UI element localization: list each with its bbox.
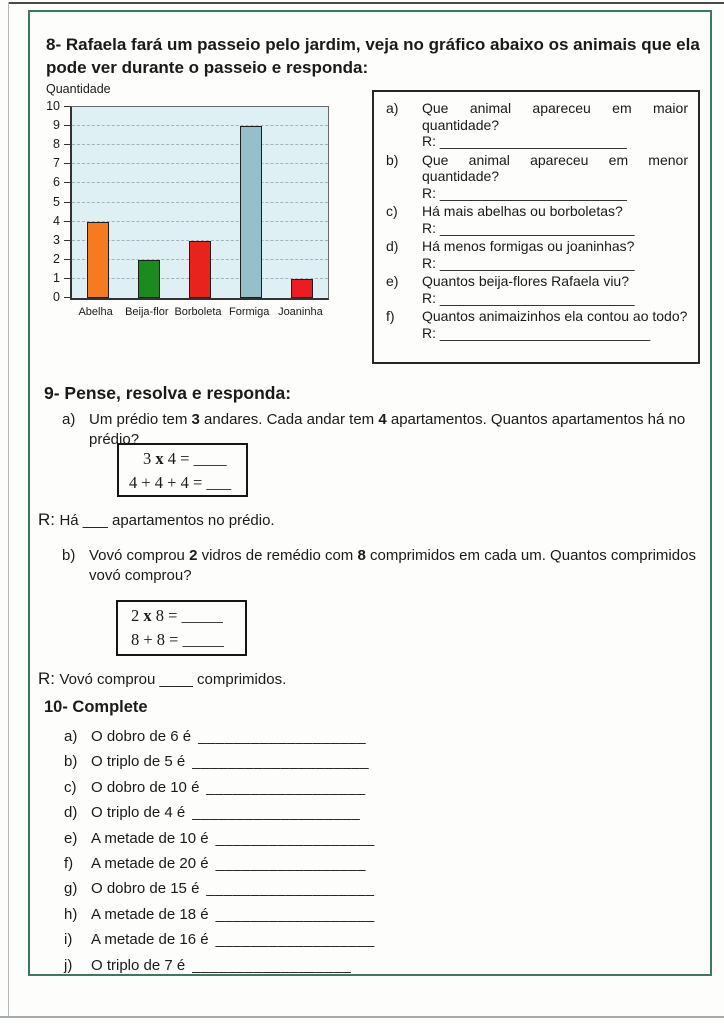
item-letter: d): [64, 804, 78, 822]
complete-item-h: [64, 906, 684, 931]
x-axis-label: Abelha: [78, 306, 113, 318]
complete-item-i: [64, 931, 684, 956]
answer-blank: __________________: [206, 778, 366, 796]
answer-prefix: R:: [422, 289, 436, 306]
y-tick-label: 6: [53, 175, 60, 190]
chart-x-axis-labels: [70, 306, 326, 322]
multiply-sign: x: [143, 606, 152, 625]
bar-abelha: [87, 222, 109, 298]
item-letter: g): [64, 880, 78, 898]
item-letter: b): [64, 753, 78, 771]
y-tick-mark: [64, 278, 70, 279]
answer-prefix: R:: [422, 184, 436, 201]
question-item-f: [386, 308, 688, 341]
answer-line: [422, 220, 688, 237]
page-top-edge-line: [8, 2, 724, 4]
item-letter: b): [62, 547, 76, 564]
complete-item-j: [64, 957, 684, 982]
answer-blank: _____: [182, 630, 224, 649]
y-tick-mark: [64, 240, 70, 241]
gridline: [72, 144, 328, 145]
gridline: [72, 125, 328, 126]
answer-line-9a: [38, 510, 275, 530]
item-text: A metade de 20 é: [91, 854, 209, 872]
answer-line: [422, 133, 688, 150]
question-item-c: [386, 203, 688, 236]
answer-blank: ___: [206, 473, 232, 492]
complete-item-c: [64, 779, 684, 804]
question-letter: c): [386, 203, 398, 219]
y-tick-mark: [64, 202, 70, 203]
answer-blank: __________________: [215, 829, 375, 847]
answer-blank: ________________________: [439, 133, 627, 149]
item-text: [89, 546, 702, 586]
answer-prefix: R:: [38, 510, 55, 529]
chart-y-axis-ticks: [36, 99, 64, 304]
complete-item-b: [64, 753, 684, 778]
text-part: Um prédio tem: [89, 411, 192, 428]
item-letter: i): [64, 931, 73, 949]
answer-text: Há ___ apartamentos no prédio.: [59, 512, 275, 529]
bar-formiga: [240, 126, 262, 298]
equation-line: [131, 628, 245, 652]
answer-line: [422, 185, 688, 202]
text-part: 3: [143, 449, 156, 468]
text-part: andares. Cada andar tem: [199, 411, 379, 428]
text-part: 2: [131, 606, 144, 625]
item-text: A metade de 18 é: [91, 905, 209, 923]
complete-item-e: [64, 830, 684, 855]
answer-line-9b: [38, 669, 286, 689]
question-item-d: [386, 238, 688, 271]
equation-line: [131, 604, 245, 628]
bold-number: 8: [357, 547, 366, 564]
answer-blank: _________________________: [439, 219, 635, 236]
page-bottom-edge-line: [0, 1016, 724, 1018]
answer-prefix: R:: [422, 219, 436, 236]
question-text: Há mais abelhas ou borboletas?: [422, 203, 623, 219]
multiply-sign: x: [155, 449, 164, 468]
answer-blank: ____________________: [192, 753, 370, 771]
answer-line: [422, 325, 688, 342]
item-text: O triplo de 5 é: [91, 753, 186, 771]
x-axis-label: Joaninha: [278, 306, 323, 318]
text-part: Vovó comprou: [89, 547, 190, 564]
text-part: apartamentos. Quantos apartamentos há no prédio?: [89, 411, 686, 448]
answer-blank: _________________________: [439, 289, 635, 306]
item-text: O triplo de 4 é: [91, 804, 186, 822]
gridline: [72, 202, 328, 203]
answer-blank: _________________: [215, 854, 366, 872]
y-tick-label: 10: [46, 99, 60, 113]
question8-heading: 8- Rafaela fará um passeio pelo jardim, veja no gráfico abaixo os animais que ela pode ver durante o passeio e responda:: [46, 35, 700, 77]
item-letter: a): [64, 728, 78, 745]
item-letter: e): [64, 829, 78, 847]
text-part: 8 =: [151, 606, 182, 625]
answer-blank: ___________________________: [439, 324, 651, 341]
answer-blank: ___________________: [198, 728, 367, 745]
item-letter: c): [64, 778, 77, 796]
chart-y-axis-title: Quantidade: [46, 82, 111, 96]
equation-box-9b: [116, 600, 247, 656]
bold-number: 3: [191, 411, 200, 428]
answer-blank: __________________: [215, 905, 375, 923]
x-axis-label: Borboleta: [174, 306, 222, 318]
question9b: [62, 546, 702, 586]
answer-blank: ___________________: [192, 804, 361, 822]
y-tick-mark: [64, 297, 70, 298]
question-item-b: [386, 152, 688, 202]
question10-heading: 10- Complete: [44, 698, 148, 716]
answer-blank: __________________: [192, 956, 352, 974]
item-letter: h): [64, 905, 78, 923]
item-text: A metade de 16 é: [91, 931, 209, 949]
question-letter: d): [386, 238, 399, 254]
answer-blank: ________________________: [439, 184, 627, 201]
answer-text: Vovó comprou ____ comprimidos.: [59, 671, 287, 688]
question-letter: f): [386, 308, 395, 324]
gridline: [72, 163, 328, 164]
y-tick-label: 5: [53, 194, 60, 209]
answer-blank: __________________: [215, 931, 375, 949]
question-item-e: [386, 273, 688, 306]
question-item-a: [386, 100, 688, 150]
answer-line: [422, 290, 688, 307]
complete-item-g: [64, 880, 684, 905]
y-tick-label: 3: [53, 232, 60, 247]
complete-item-f: [64, 855, 684, 880]
question-text: Que animal apareceu em menor quantidade?: [422, 151, 688, 184]
question10-items: [64, 728, 684, 982]
item-text: O dobro de 10 é: [91, 778, 200, 796]
answer-prefix: R:: [422, 133, 436, 149]
equation-line: [129, 471, 246, 495]
y-tick-label: 2: [53, 251, 60, 266]
y-tick-mark: [64, 144, 70, 145]
y-tick-mark: [64, 106, 70, 107]
question-letter: b): [386, 151, 399, 168]
question-text: Quantos beija-flores Rafaela viu?: [422, 273, 630, 289]
complete-item-d: [64, 804, 684, 829]
bar-borboleta: [189, 241, 211, 298]
answer-blank: ___________________: [206, 880, 375, 898]
y-tick-mark: [64, 182, 70, 183]
page-left-edge-line: [8, 2, 9, 1016]
question8-answers-box: [372, 90, 700, 364]
text-part: vidros de remédio com: [197, 547, 358, 564]
answer-blank: _____: [181, 606, 223, 625]
y-tick-mark: [64, 221, 70, 222]
equation-line: [143, 447, 246, 471]
bar-chart-plot-area: [70, 106, 329, 300]
item-text: O triplo de 7 é: [91, 956, 186, 974]
x-axis-label: Formiga: [229, 306, 270, 318]
equation-box-9a: [117, 443, 248, 497]
answer-prefix: R:: [422, 254, 436, 271]
answer-prefix: R:: [422, 324, 436, 341]
text-part: 4 + 4 + 4 =: [129, 473, 207, 492]
y-tick-label: 8: [53, 137, 60, 152]
bar-beija-flor: [138, 260, 160, 298]
item-text: O dobro de 15 é: [91, 880, 200, 898]
y-tick-label: 9: [53, 118, 60, 133]
question-text: Há menos formigas ou joaninhas?: [422, 238, 635, 254]
x-axis-label: Beija-flor: [125, 306, 169, 318]
bar-joaninha: [291, 279, 313, 298]
y-tick-mark: [64, 125, 70, 126]
gridline: [72, 221, 328, 222]
question-text: Que animal apareceu em maior quantidade?: [422, 100, 688, 133]
question-letter: e): [386, 273, 399, 289]
question-letter: a): [386, 100, 399, 116]
y-tick-mark: [64, 163, 70, 164]
y-tick-mark: [64, 259, 70, 260]
answer-line: [422, 255, 688, 272]
item-letter: a): [62, 411, 76, 428]
answer-prefix: R:: [38, 669, 55, 688]
bold-number: 4: [378, 411, 387, 428]
gridline: [72, 182, 328, 183]
text-part: 4 =: [163, 449, 194, 468]
item-letter: j): [64, 956, 73, 974]
item-text: O dobro de 6 é: [91, 728, 192, 745]
text-part: 8 + 8 =: [131, 630, 183, 649]
y-tick-label: 1: [53, 270, 60, 285]
item-text: A metade de 10 é: [91, 829, 209, 847]
complete-item-a: [64, 728, 684, 753]
y-tick-label: 4: [53, 213, 60, 228]
question9-heading: 9- Pense, resolva e responda:: [44, 383, 292, 403]
answer-blank: ____: [193, 449, 227, 468]
question-text: Quantos animaizinhos ela contou ao todo?: [422, 308, 688, 324]
answer-blank: _________________________: [439, 254, 635, 271]
bold-number: 2: [189, 547, 198, 564]
text-part: comprimidos em cada um. Quantos comprimidos vovó comprou?: [89, 547, 696, 584]
item-letter: f): [64, 854, 74, 872]
y-tick-label: 0: [53, 290, 60, 304]
y-tick-label: 7: [53, 156, 60, 171]
